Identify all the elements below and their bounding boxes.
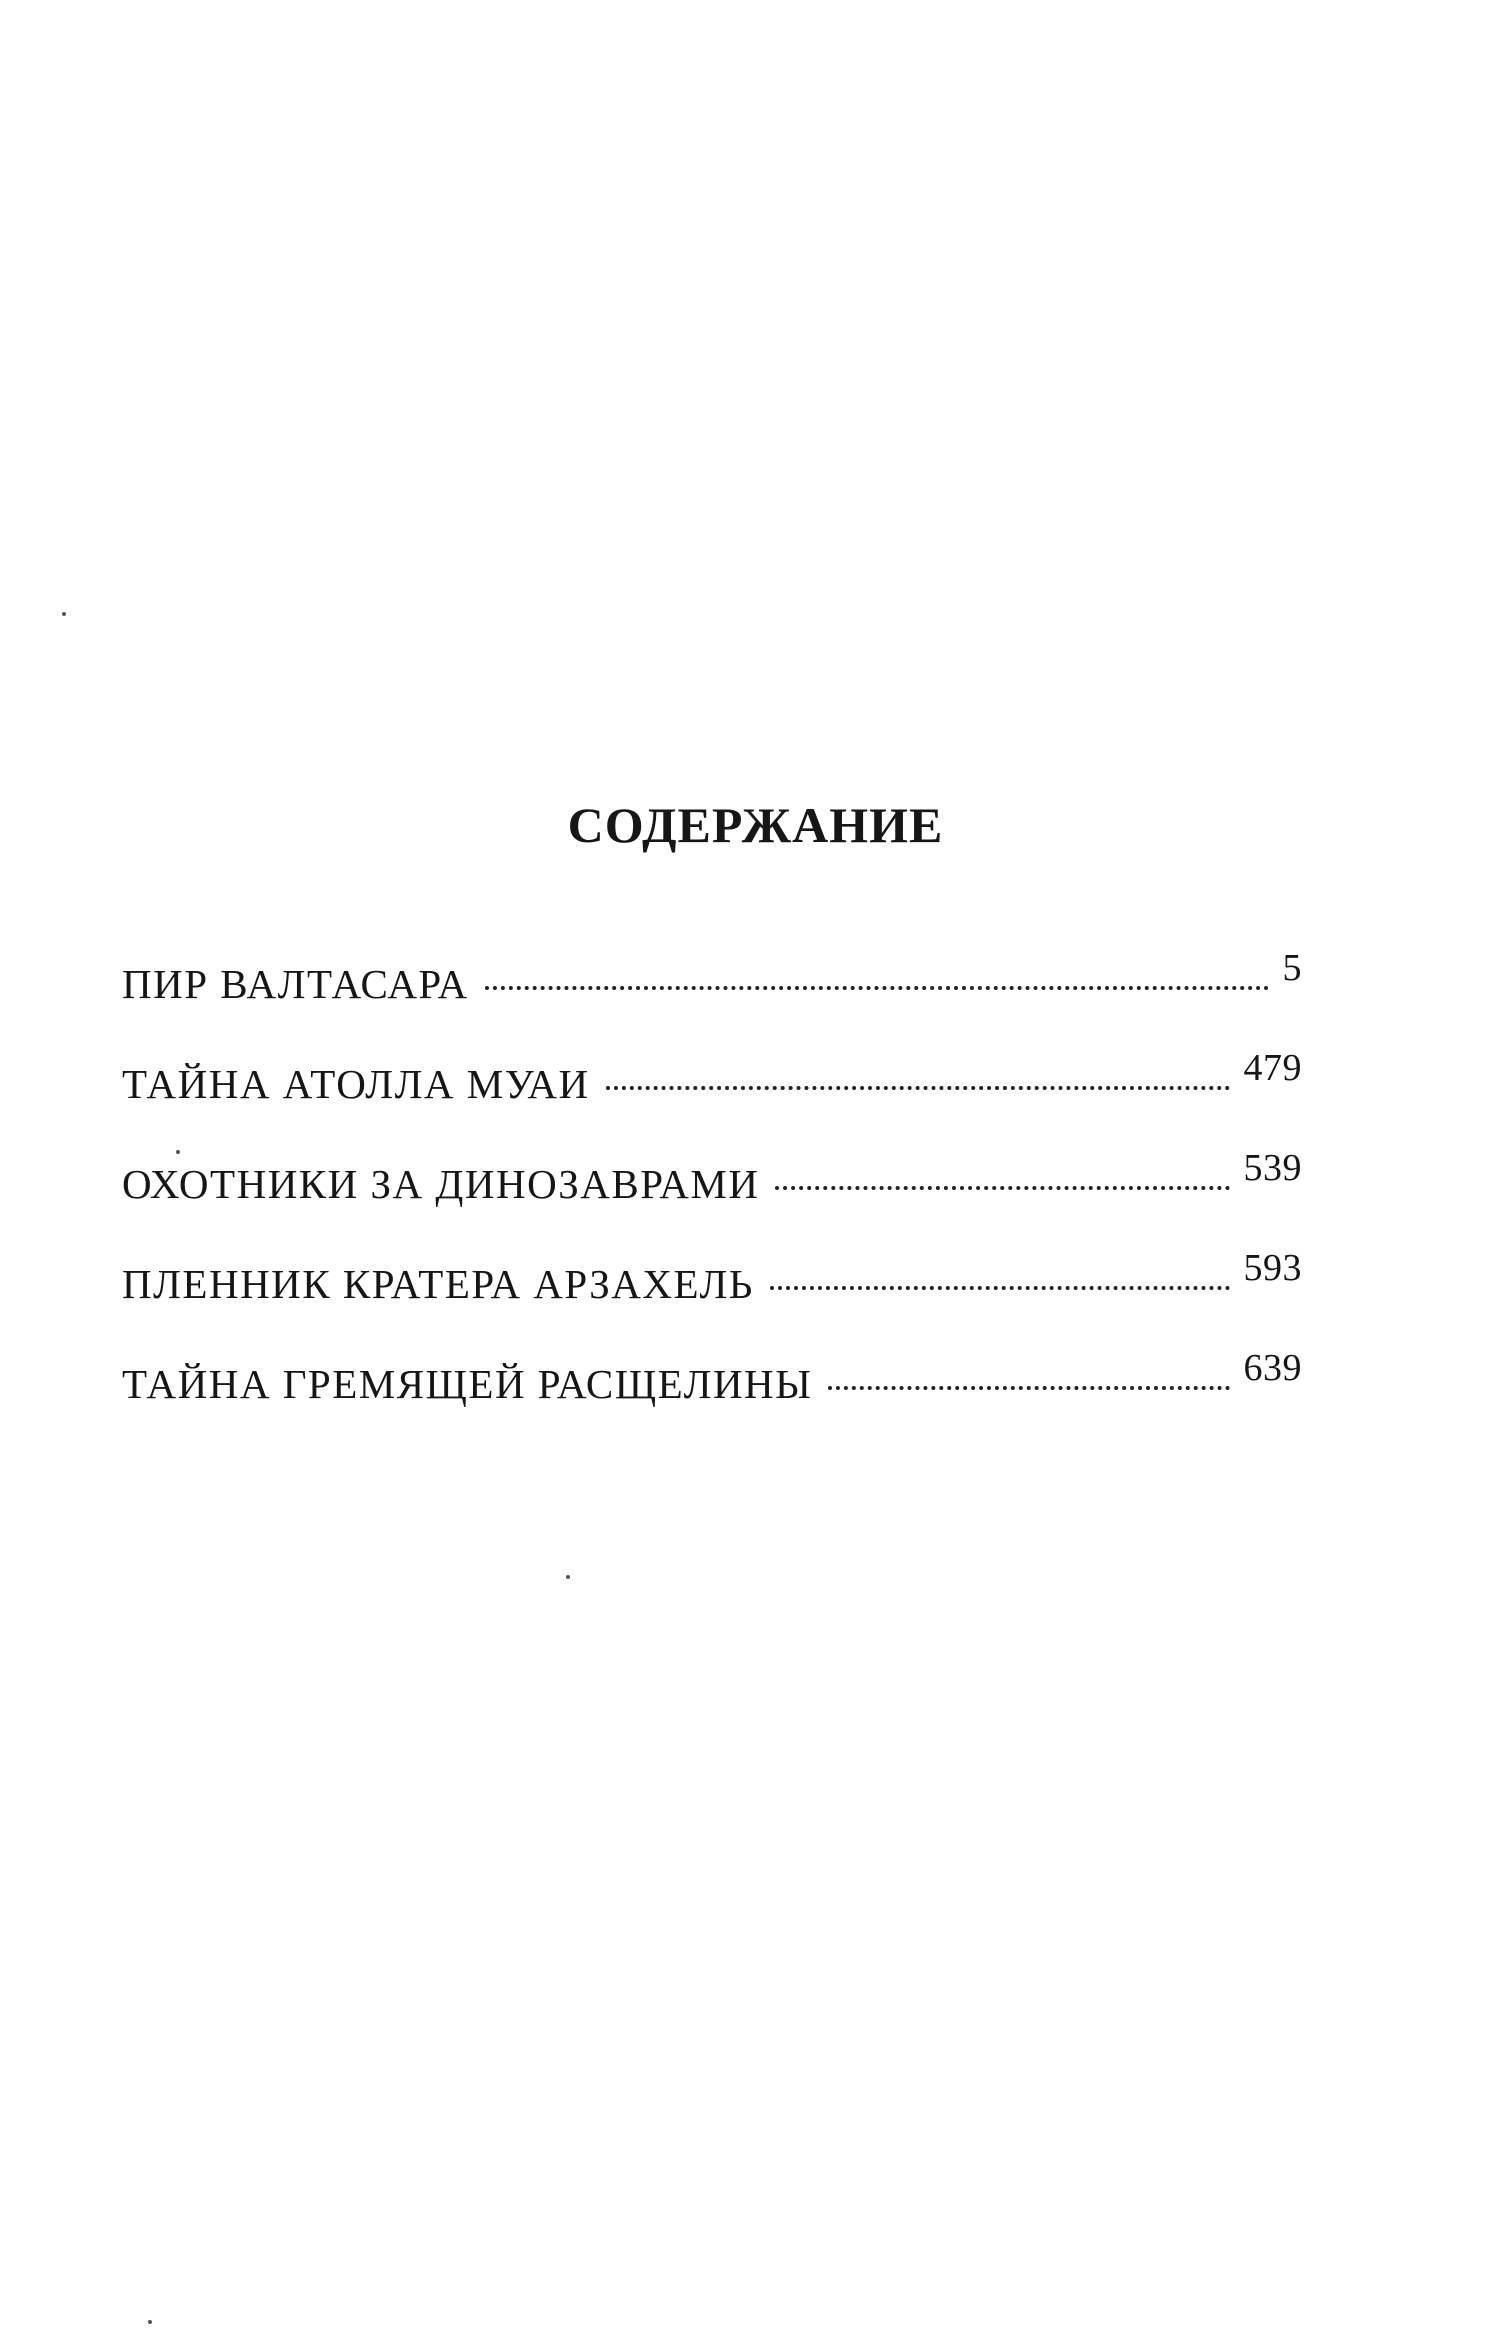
toc-entry-page: 593 bbox=[1243, 1247, 1302, 1289]
toc-dot-leader bbox=[775, 1186, 1229, 1190]
toc-entry-title: ОХОТНИКИ ЗА ДИНОЗАВРАМИ bbox=[122, 1161, 760, 1207]
toc-entry bbox=[122, 1347, 1302, 1460]
toc-entry-title: ТАЙНА ГРЕМЯЩЕЙ РАСЩЕЛИНЫ bbox=[122, 1361, 813, 1407]
toc-entry-page: 5 bbox=[1282, 947, 1302, 989]
toc-entry-page: 539 bbox=[1243, 1147, 1302, 1189]
toc-dot-leader bbox=[485, 986, 1269, 990]
scan-speck bbox=[148, 2320, 152, 2324]
toc-entry bbox=[122, 1247, 1302, 1360]
scan-speck bbox=[566, 1575, 570, 1579]
toc-entry-page: 479 bbox=[1243, 1047, 1302, 1089]
toc-dot-leader bbox=[770, 1286, 1230, 1290]
toc-dot-leader bbox=[828, 1386, 1229, 1390]
toc-entry bbox=[122, 947, 1302, 1060]
toc-dot-leader bbox=[606, 1086, 1230, 1090]
toc-entry bbox=[122, 1047, 1302, 1160]
toc-list bbox=[122, 947, 1302, 1460]
toc-entry-page: 639 bbox=[1243, 1347, 1302, 1389]
toc-entry-title: ПИР ВАЛТАСАРА bbox=[122, 961, 469, 1007]
toc-title: СОДЕРЖАНИЕ bbox=[567, 796, 944, 853]
toc-entry-title: ПЛЕННИК КРАТЕРА АРЗАХЕЛЬ bbox=[122, 1261, 754, 1307]
scan-speck bbox=[62, 612, 66, 616]
toc-entry bbox=[122, 1147, 1302, 1260]
toc-entry-title: ТАЙНА АТОЛЛА МУАИ bbox=[122, 1061, 590, 1107]
